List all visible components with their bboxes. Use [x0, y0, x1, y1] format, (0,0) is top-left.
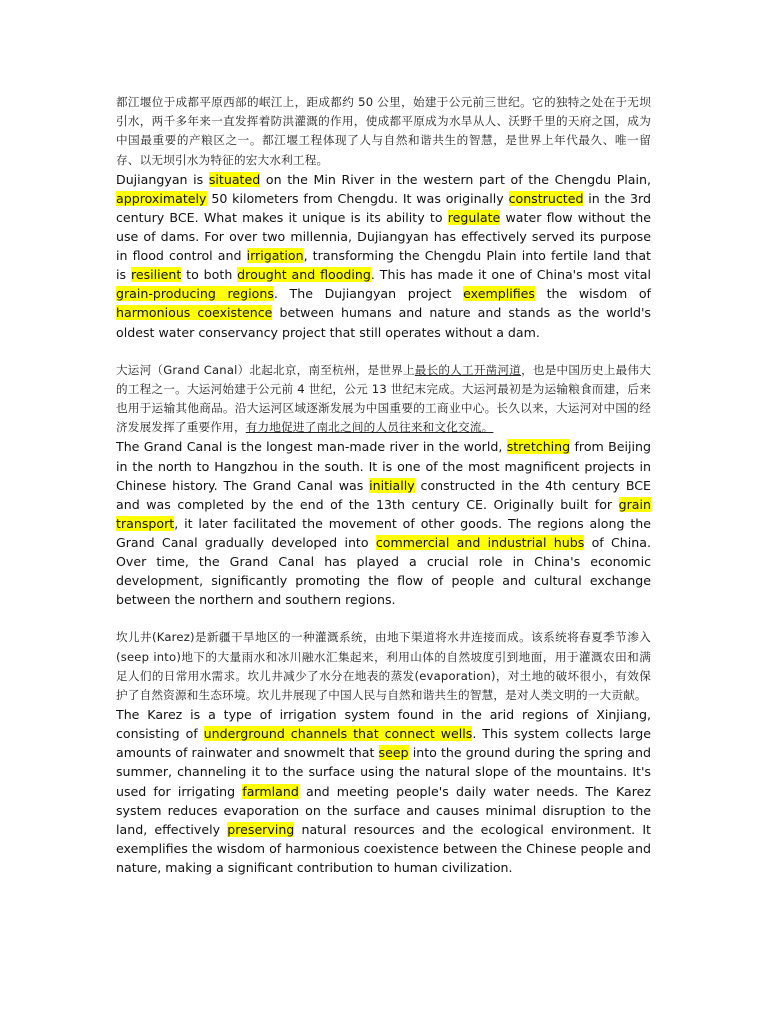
text-run: . This system collects large amounts of rainwater and snowmelt that: [116, 726, 652, 761]
document-page: [116, 93, 651, 877]
text-run: , it later facilitated the movement of other goods. The regions along the Grand Canal gradually developed into: [116, 515, 651, 550]
chinese-paragraph: 都江堰位于成都平原西部的岷江上，距成都约 50 公里，始建于公元前三世纪。它的独特之处在于无坝引水，两千多年来一直发挥着防洪灌溉的作用，使成都平原成为水旱从人、沃野千里的天府之国，成为中国最重要的产粮区之一。都江堰工程体现了人与自然和谐共生的智慧，是世界上年代最久、唯一留存、以无坝引水为特征的宏大水利工程。: [116, 95, 651, 167]
highlighted-phrase: harmonious coexistence: [116, 305, 273, 321]
text-run: in the 3rd century BCE. What makes it unique is its ability to: [116, 190, 652, 225]
english-paragraph: [116, 170, 651, 342]
text-run: . The Dujiangyan project: [273, 286, 464, 302]
text-run: The Grand Canal is the longest man-made river in the world,: [116, 439, 507, 455]
text-run: into the ground during the spring and summer, channeling it to the surface using the natural slope of the mountains. It's used for irrigating: [116, 745, 651, 799]
text-run: . This has made it one of China's most vital: [370, 267, 651, 283]
section-grand-canal: [116, 361, 651, 610]
text-run: the wisdom of: [534, 286, 651, 302]
highlighted-phrase: underground channels that connect wells: [203, 726, 473, 742]
highlighted-phrase: farmland: [242, 783, 299, 799]
highlighted-phrase: resilient: [130, 267, 182, 283]
text-run: on the Min River in the western part of the Chengdu Plain,: [260, 171, 651, 187]
text-run: 50 kilometers from Chengdu. It was originally: [206, 190, 509, 206]
chinese-paragraph: [116, 361, 651, 438]
highlighted-phrase: situated: [208, 171, 261, 187]
highlighted-phrase: regulate: [447, 210, 501, 225]
highlighted-phrase: initially: [369, 477, 415, 493]
text-run: ，也是中国历史上最伟大的工程之一。大运河始建于公元前 4 世纪，公元 13 世纪末完成。大运河最初是为运输粮食而建，后来也用于运输其他商品。沿大运河区域逐渐发展为中国重要的工商业中心。长久以来，大运河对中国的经济发展发挥了重要作用，: [116, 362, 652, 435]
text-run: natural resources and the ecological environment. It exemplifies the wisdom of harmonious coexistence between the Chinese people and nature, making a significant contribution to human civilization.: [116, 821, 651, 875]
highlighted-phrase: grain-producing regions: [116, 286, 274, 302]
paragraph-gap: [116, 342, 651, 361]
highlighted-phrase: grain transport: [116, 496, 651, 531]
highlighted-phrase: exemplifies: [463, 286, 535, 302]
highlighted-phrase: stretching: [506, 439, 571, 455]
text-run: The Karez is a type of irrigation system found in the arid regions of Xinjiang, consisting of: [116, 707, 651, 742]
text-run: , transforming the Chengdu Plain into fertile land that is: [116, 248, 651, 283]
text-run: of China. Over time, the Grand Canal has played a crucial role in China's economic development, significantly promoting the flow of people and cultural exchange between the northern and southern regions.: [116, 534, 651, 608]
english-paragraph: [116, 437, 651, 609]
section-karez: [116, 628, 651, 877]
text-run: water flow without the use of dams. For over two millennia, Dujiangyan has effectively served its purpose in flood control and: [116, 210, 651, 264]
highlighted-phrase: drought and flooding: [237, 267, 371, 283]
section-dujiangyan: [116, 93, 651, 342]
chinese-paragraph: 坎儿井(Karez)是新疆干旱地区的一种灌溉系统，由地下渠道将水井连接而成。该系统将春夏季节渗入(seep into)地下的大量雨水和冰川融水汇集起来，利用山体的自然坡度引到地面，用于灌溉农田和满足人们的日常用水需求。坎儿井减少了水分在地表的蒸发(evaporation)，对土地的破坏很小，有效保护了自然资源和生态环境。坎儿井展现了中国人民与自然和谐共生的智慧，是对人类文明的一大贡献。: [116, 630, 651, 702]
text-run: from Beijing in the north to Hangzhou in the south. It is one of the most magnificent projects in Chinese history. The Grand Canal was: [116, 439, 651, 493]
underlined-phrase: 有力地促进了南北之间的人员往来和文化交流。: [245, 420, 494, 435]
text-run: to both: [181, 267, 238, 283]
highlighted-phrase: preserving: [227, 821, 295, 837]
text-run: 大运河（Grand Canal）北起北京，南至杭州，是世界上: [116, 362, 415, 377]
highlighted-phrase: approximately: [116, 190, 207, 206]
underlined-phrase: 最长的人工开凿河道: [414, 362, 522, 377]
highlighted-phrase: constructed: [508, 190, 584, 206]
highlighted-phrase: seep: [378, 745, 409, 761]
highlighted-phrase: commercial and industrial hubs: [375, 534, 585, 550]
text-run: constructed in the 4th century BCE and was completed by the end of the 13th century CE. Originally built for: [116, 477, 651, 512]
text-run: between humans and nature and stands as the world's oldest water conservancy project that still operates without a dam.: [116, 305, 651, 340]
text-run: Dujiangyan is: [116, 171, 209, 187]
text-run: and meeting people's daily water needs. The Karez system reduces evaporation on the surface and causes minimal disruption to the land, effectively: [116, 783, 652, 837]
paragraph-gap: [116, 609, 651, 628]
highlighted-phrase: irrigation: [246, 248, 304, 264]
english-paragraph: [116, 705, 651, 877]
